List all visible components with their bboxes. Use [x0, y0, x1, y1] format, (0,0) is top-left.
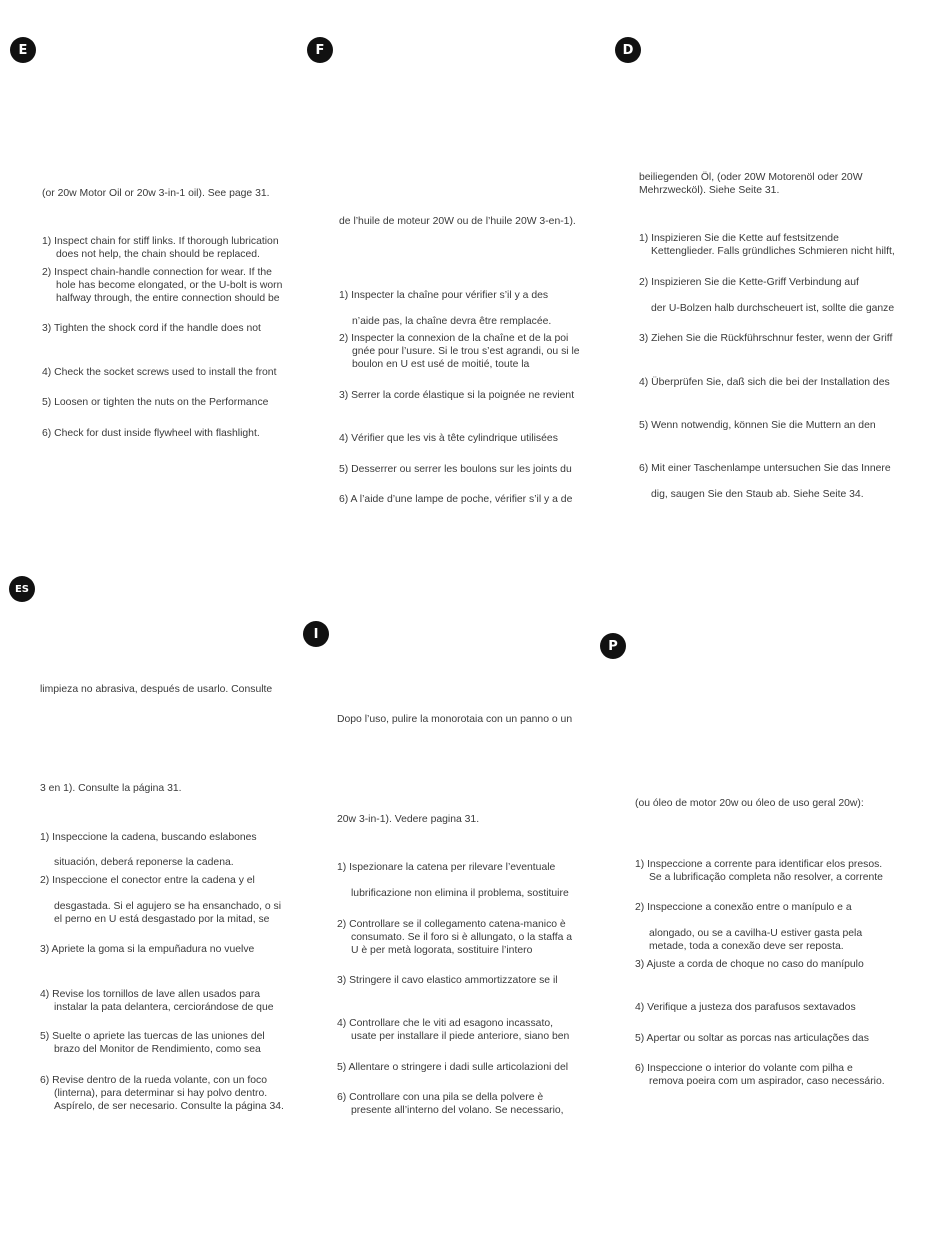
portuguese-step-2-cont-2: metade, toda a conexão deve ser reposta.: [649, 941, 844, 952]
italian-cleaning-note: Dopo l’uso, pulire la monorotaia con un panno o un: [337, 714, 573, 725]
german-oil-note-cont: Mehrzwecköl). Siehe Seite 31.: [639, 185, 780, 196]
french-step-4: 4) Vérifier que les vis à tête cylindrique utilisées: [339, 433, 558, 444]
italian-step-1: 1) Ispezionare la catena per rilevare l’eventuale: [337, 862, 556, 873]
spanish-step-4-cont: instalar la pata delantera, cerciorándose de que: [54, 1002, 274, 1013]
spanish-step-6-cont-2: Aspírelo, de ser necesario. Consulte la página 34.: [54, 1101, 284, 1112]
language-badge-german: D: [615, 37, 641, 63]
spanish-step-6: 6) Revise dentro de la rueda volante, con un foco: [40, 1075, 268, 1086]
language-badge-english: E: [10, 37, 36, 63]
english-step-2: 2) Inspect chain-handle connection for wear. If the: [42, 267, 272, 278]
english-step-6: 6) Check for dust inside flywheel with flashlight.: [42, 428, 260, 439]
german-oil-note: beiliegenden Öl, (oder 20W Motorenöl oder 20W: [639, 172, 863, 183]
german-step-1: 1) Inspizieren Sie die Kette auf festsitzende: [639, 233, 839, 244]
language-badge-spanish: ES: [9, 576, 35, 602]
german-step-4: 4) Überprüfen Sie, daß sich die bei der Installation des: [639, 377, 890, 388]
portuguese-step-1: 1) Inspeccione a corrente para identificar elos presos.: [635, 859, 883, 870]
italian-step-1-cont: lubrificazione non elimina il problema, sostituire: [351, 888, 569, 899]
italian-step-2-cont: consumato. Se il foro si è allungato, o la staffa a: [351, 932, 573, 943]
english-step-5: 5) Loosen or tighten the nuts on the Performance: [42, 397, 269, 408]
spanish-oil-note: 3 en 1). Consulte la página 31.: [40, 783, 182, 794]
language-badge-portuguese: P: [600, 633, 626, 659]
language-badge-italian: I: [303, 621, 329, 647]
english-oil-note: (or 20w Motor Oil or 20w 3-in-1 oil). See page 31.: [42, 188, 270, 199]
spanish-step-4: 4) Revise los tornillos de lave allen usados para: [40, 989, 261, 1000]
german-step-2: 2) Inspizieren Sie die Kette-Griff Verbindung auf: [639, 277, 859, 288]
portuguese-step-3: 3) Ajuste a corda de choque no caso do manípulo: [635, 959, 864, 970]
french-step-2: 2) Inspecter la connexion de la chaîne et de la poi: [339, 333, 569, 344]
italian-step-2: 2) Controllare se il collegamento catena-manico è: [337, 919, 566, 930]
french-step-1-cont: n’aide pas, la chaîne devra être remplacée.: [352, 316, 552, 327]
french-step-1: 1) Inspecter la chaîne pour vérifier s’il y a des: [339, 290, 549, 301]
spanish-step-3: 3) Apriete la goma si la empuñadura no vuelve: [40, 944, 255, 955]
spanish-step-5: 5) Suelte o apriete las tuercas de las uniones del: [40, 1031, 265, 1042]
spanish-step-6-cont: (linterna), para determinar si hay polvo dentro.: [54, 1088, 268, 1099]
italian-step-6-cont: presente all’interno del volano. Se necessario,: [351, 1105, 564, 1116]
italian-step-4: 4) Controllare che le viti ad esagono incassato,: [337, 1018, 554, 1029]
german-step-3: 3) Ziehen Sie die Rückführschnur fester, wenn der Griff: [639, 333, 893, 344]
french-step-3: 3) Serrer la corde élastique si la poignée ne revient: [339, 390, 575, 401]
english-step-1-cont: does not help, the chain should be replaced.: [56, 249, 260, 260]
english-step-1: 1) Inspect chain for stiff links. If thorough lubrication: [42, 236, 279, 247]
german-step-2-cont: der U-Bolzen halb durchscheuert ist, sollte die ganze: [651, 303, 895, 314]
french-step-2-cont-2: boulon en U est usé de moitié, toute la: [352, 359, 530, 370]
spanish-step-2: 2) Inspeccione el conector entre la cadena y el: [40, 875, 255, 886]
language-badge-french: F: [307, 37, 333, 63]
portuguese-step-4: 4) Verifique a justeza dos parafusos sextavados: [635, 1002, 856, 1013]
italian-step-3: 3) Stringere il cavo elastico ammortizzatore se il: [337, 975, 558, 986]
french-step-2-cont: gnée pour l’usure. Si le trou s’est agrandi, ou si le: [352, 346, 580, 357]
german-step-5: 5) Wenn notwendig, können Sie die Muttern an den: [639, 420, 876, 431]
spanish-step-1: 1) Inspeccione la cadena, buscando eslabones: [40, 832, 257, 843]
portuguese-oil-note: (ou óleo de motor 20w ou óleo de uso geral 20w):: [635, 798, 864, 809]
french-step-6: 6) A l’aide d’une lampe de poche, vérifier s’il y a de: [339, 494, 573, 505]
spanish-cleaning-note: limpieza no abrasiva, después de usarlo. Consulte: [40, 684, 273, 695]
portuguese-step-6-cont: remova poeira com um aspirador, caso necessário.: [649, 1076, 885, 1087]
german-step-1-cont: Kettenglieder. Falls gründliches Schmieren nicht hilft,: [651, 246, 895, 257]
italian-step-6: 6) Controllare con una pila se della polvere è: [337, 1092, 544, 1103]
italian-oil-note: 20w 3-in-1). Vedere pagina 31.: [337, 814, 480, 825]
portuguese-step-2: 2) Inspeccione a conexão entre o manípulo e a: [635, 902, 852, 913]
english-step-3: 3) Tighten the shock cord if the handle does not: [42, 323, 261, 334]
portuguese-step-5: 5) Apertar ou soltar as porcas nas articulações das: [635, 1033, 869, 1044]
english-step-4: 4) Check the socket screws used to install the front: [42, 367, 277, 378]
english-step-2-cont: hole has become elongated, or the U-bolt is worn: [56, 280, 283, 291]
spanish-step-2-cont: desgastada. Si el agujero se ha ensanchado, o si: [54, 901, 282, 912]
italian-step-4-cont: usate per installare il piede anteriore, siano ben: [351, 1031, 570, 1042]
spanish-step-2-cont-2: el perno en U está desgastado por la mitad, se: [54, 914, 270, 925]
italian-step-5: 5) Allentare o stringere i dadi sulle articolazioni del: [337, 1062, 569, 1073]
german-step-6: 6) Mit einer Taschenlampe untersuchen Sie das Innere: [639, 463, 891, 474]
spanish-step-1-cont: situación, deberá reponerse la cadena.: [54, 857, 234, 868]
english-step-2-cont-2: halfway through, the entire connection should be: [56, 293, 280, 304]
french-oil-note: de l’huile de moteur 20W ou de l’huile 20W 3-en-1).: [339, 216, 576, 227]
portuguese-step-6: 6) Inspeccione o interior do volante com pilha e: [635, 1063, 853, 1074]
spanish-step-5-cont: brazo del Monitor de Rendimiento, como sea: [54, 1044, 261, 1055]
portuguese-step-2-cont: alongado, ou se a cavilha-U estiver gasta pela: [649, 928, 863, 939]
italian-step-2-cont-2: U è per metà logorata, sostituire l’intero: [351, 945, 533, 956]
portuguese-step-1-cont: Se a lubrificação completa não resolver, a corrente: [649, 872, 883, 883]
german-step-6-cont: dig, saugen Sie den Staub ab. Siehe Seite 34.: [651, 489, 864, 500]
french-step-5: 5) Desserrer ou serrer les boulons sur les joints du: [339, 464, 572, 475]
